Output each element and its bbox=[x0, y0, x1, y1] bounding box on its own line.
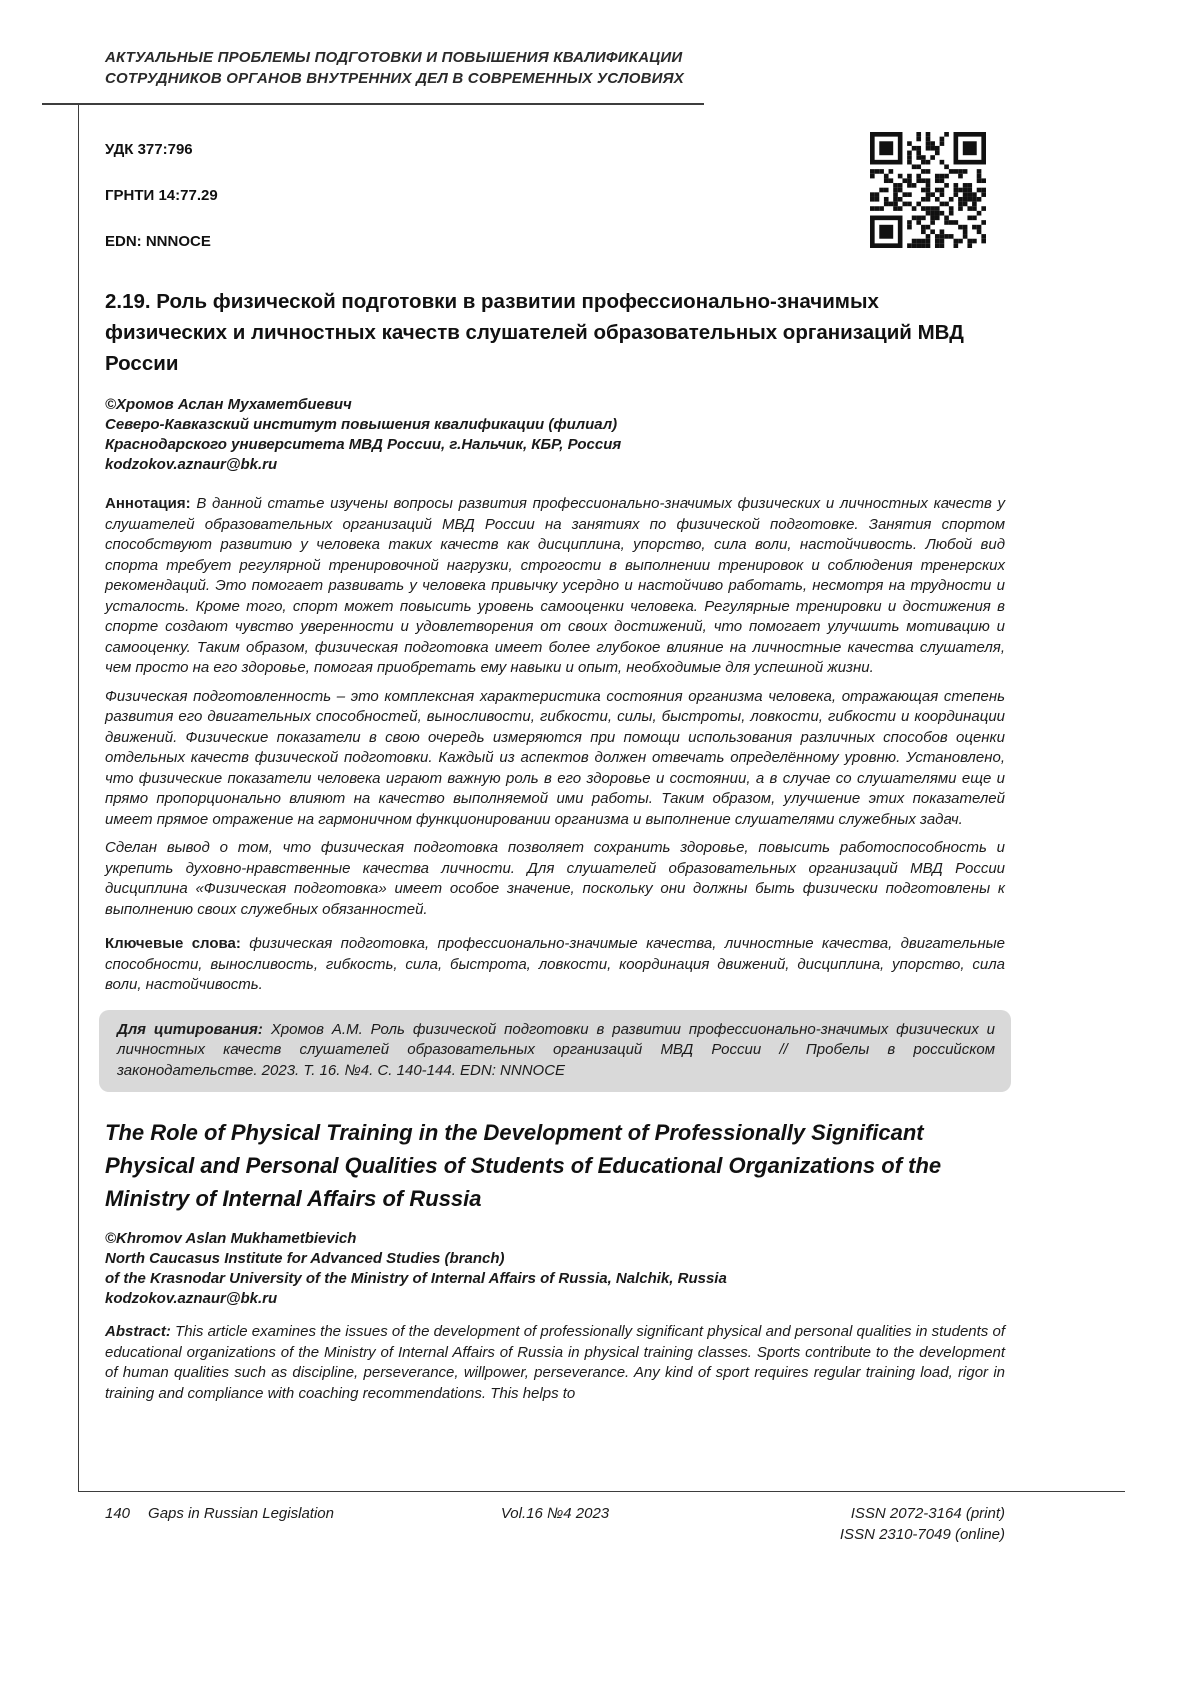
author-email-en: kodzokov.aznaur@bk.ru bbox=[105, 1290, 278, 1307]
abstract-paragraph bbox=[105, 1322, 1005, 1404]
running-head-line2: СОТРУДНИКОВ ОРГАНОВ ВНУТРЕННИХ ДЕЛ В СОВРЕМЕННЫХ УСЛОВИЯХ bbox=[105, 70, 684, 87]
author-block-ru bbox=[105, 395, 1005, 474]
citation-label: Для цитирования: bbox=[117, 1020, 263, 1038]
page-number: 140 bbox=[105, 1505, 131, 1522]
keywords-text: физическая подготовка, профессионально-значимые качества, личностные качества, двигательные способности, выносливость, гибкость, сила, быстрота, ловкости, координация движений, дисциплина, упорство, сила воли, настойчивость. bbox=[105, 935, 1005, 993]
annotation-paragraph-1 bbox=[105, 494, 1005, 679]
affiliation-ru-line1: Северо-Кавказский институт повышения квалификации (филиал) bbox=[105, 416, 618, 433]
keywords-paragraph bbox=[105, 934, 1005, 996]
citation-text: Хромов А.М. Роль физической подготовки в развитии профессионально-значимых физических и личностных качеств слушателей образовательных организаций МВД России // Пробелы в российском законодательстве. 2023. Т. 16. №4. С. 140-144. EDN: NNNOCE bbox=[117, 1020, 995, 1079]
affiliation-ru-line2: Краснодарского университета МВД России, г.Нальчик, КБР, Россия bbox=[105, 436, 622, 453]
author-block-en bbox=[105, 1229, 1005, 1308]
journal-name: Gaps in Russian Legislation bbox=[148, 1505, 334, 1522]
annotation-paragraph-2: Физическая подготовленность – это комплексная характеристика состояния организма человека, отражающая степень развития его двигательных способностей, выносливости, гибкости, силы, быстроты, ловкости, гибкости и координации движений. Физические показатели в свою очередь измеряются при помощи использования различных способов оценки отдельных качеств физической подготовки. Каждый из аспектов должен отвечать определённому уровню. Установлено, что физические показатели человека играют важную роль в его здоровье и состоянии, а в случае со слушателями еще и прямо пропорционально влияют на качество выполняемой ими работы. Таким образом, улучшение этих показателей имеет прямое отражение на гармоничном функционировании организма и выполнение слушателями служебных задач. bbox=[105, 687, 1005, 828]
annotation-label: Аннотация: bbox=[105, 495, 191, 512]
affiliation-en-line1: North Caucasus Institute for Advanced Studies (branch) bbox=[105, 1250, 505, 1267]
footer-left bbox=[105, 1503, 405, 1524]
keywords-label: Ключевые слова: bbox=[105, 935, 241, 952]
affiliation-en-line2: of the Krasnodar University of the Ministry of Internal Affairs of Russia, Nalchik, Russia bbox=[105, 1270, 727, 1287]
abstract-label: Abstract: bbox=[105, 1323, 171, 1340]
author-name-en: ©Khromov Aslan Mukhametbievich bbox=[105, 1230, 357, 1247]
article-content bbox=[105, 140, 1005, 1404]
left-margin-rule bbox=[78, 104, 79, 1491]
footer-right bbox=[705, 1503, 1005, 1545]
article-title-en: The Role of Physical Training in the Development of Professionally Significant Physical and Personal Qualities of Students of Educational Organizations of the Ministry of Internal Affairs of Russia bbox=[105, 1120, 942, 1211]
citation-box bbox=[99, 1010, 1011, 1093]
header-rule bbox=[42, 103, 704, 105]
page-footer bbox=[105, 1503, 1005, 1545]
annotation-paragraph-3: Сделан вывод о том, что физическая подготовка позволяет сохранить здоровье, повысить работоспособность и укрепить духовно-нравственные качества личности. Для слушателей образовательных организаций МВД России дисциплина «Физическая подготовка» имеет особое значение, поскольку они должны быть физически подготовлены к выполнению своих служебных обязанностей. bbox=[105, 839, 1005, 918]
abstract-text: This article examines the issues of the development of professionally significant physical and personal qualities in students of educational organizations of the Ministry of Internal Affairs of Russia in physical training classes. Sports contribute to the development of human qualities such as discipline, perseverance, willpower, perseverance. Any kind of sport requires regular training load, rigor in training and compliance with coaching recommendations. This helps to bbox=[105, 1323, 1005, 1402]
running-head-line1: АКТУАЛЬНЫЕ ПРОБЛЕМЫ ПОДГОТОВКИ И ПОВЫШЕНИЯ КВАЛИФИКАЦИИ bbox=[105, 49, 683, 66]
citation-paragraph bbox=[117, 1020, 995, 1082]
annotation-text-1: В данной статье изучены вопросы развития профессионально-значимых физических и личностных качеств у слушателей образовательных организаций МВД России на занятиях по физической подготовке. Занятия спортом способствуют развитию у человека таких качеств как дисциплина, упорство, сила воли, настойчивость. Любой вид спорта требует регулярной тренировочной нагрузки, строгости в выполнении тренировок и соблюдения тренерских рекомендаций. Это помогает развивать у человека привычку усердно и настойчиво работать, несмотря на трудности и усталость. Кроме того, спорт может повысить уровень самооценки человека. Регулярные тренировки и достижения в спорте создают чувство уверенности и удовлетворения от своих достижений, что помогает улучшить мотивацию и самооценку. Таким образом, физическая подготовка имеет более глубокое влияние на личностные качества слушателя, чем просто на его здоровье, помогая приобретать ему навыки и опыт, необходимые для успешной жизни. bbox=[105, 495, 1005, 676]
edn-code: EDN: NNNOCE bbox=[105, 233, 211, 250]
issn-print: ISSN 2072-3164 (print) bbox=[850, 1505, 1005, 1522]
author-email-ru: kodzokov.aznaur@bk.ru bbox=[105, 456, 278, 473]
issn-online: ISSN 2310-7049 (online) bbox=[839, 1526, 1005, 1543]
running-head bbox=[105, 47, 865, 89]
grnti-code: ГРНТИ 14:77.29 bbox=[105, 187, 218, 204]
footer-rule bbox=[78, 1491, 1125, 1492]
article-title-ru: 2.19. Роль физической подготовки в развитии профессионально-значимых физических и личностных качеств слушателей образовательных организаций МВД России bbox=[105, 290, 964, 375]
volume-info: Vol.16 №4 2023 bbox=[500, 1505, 610, 1522]
udk-code: УДК 377:796 bbox=[105, 141, 193, 158]
author-name-ru: ©Хромов Аслан Мухаметбиевич bbox=[105, 396, 352, 413]
